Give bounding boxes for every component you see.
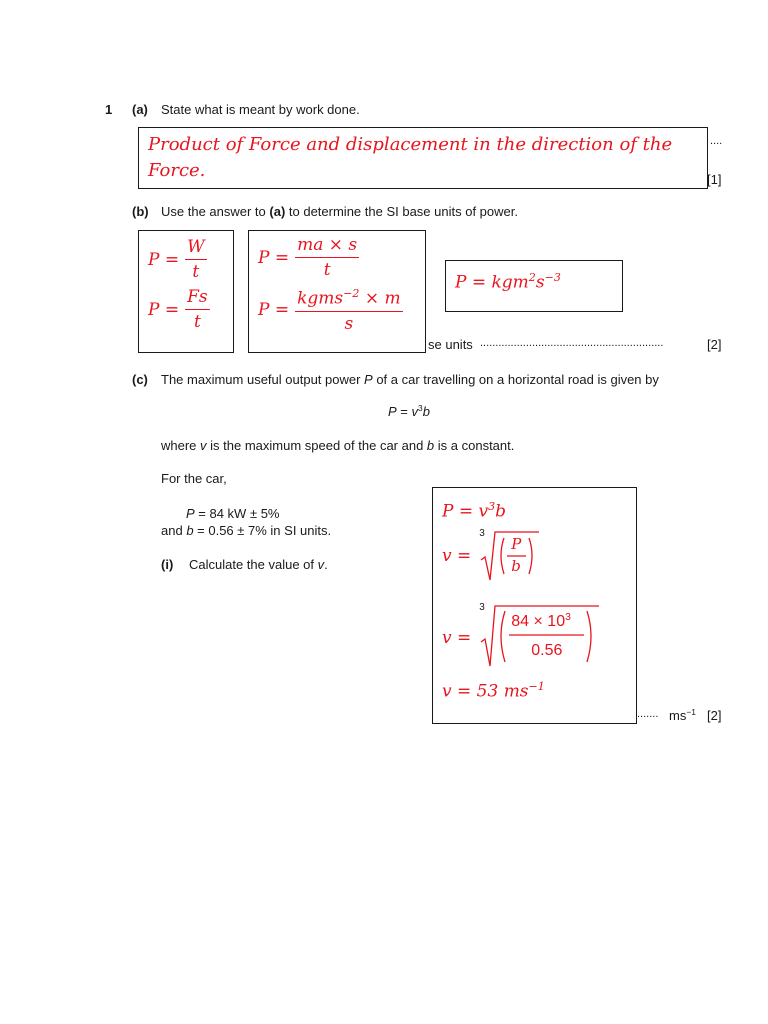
part-c-prompt: The maximum useful output power P of a car travelling on a horizontal road is given by [161, 372, 659, 387]
eq-p-mas-over-t: P = $\frac{ma \times s}{t}$ [258, 235, 358, 280]
answer-c-i-unit: $ms^{-1}$ [669, 707, 696, 724]
answer-c-i-box [432, 487, 637, 724]
answer-c-i-dots: ....... [637, 708, 659, 720]
marks-a: [1] [707, 172, 722, 187]
answer-b-box-1 [138, 230, 234, 353]
where-text: where v is the maximum speed of the car and b is a constant. [161, 438, 515, 453]
marks-b: [2] [707, 337, 722, 352]
question-number: 1 [105, 102, 113, 117]
power-formula: $P = v^3b$ [388, 403, 430, 420]
eq-v-numeric: v = 3 $84 \times 10^3$ 0.56 [442, 606, 601, 670]
eq-v-cuberoot-pb: v = 3 P b [442, 530, 541, 582]
answer-a-dots: .... [710, 135, 723, 147]
answer-a-line2: Force. [148, 160, 206, 181]
eq-p-units: P = $\frac{kgms^{-2} \times m}{s}$ [258, 287, 401, 334]
part-c-i-label: (i) [161, 557, 174, 572]
for-car-text: For the car, [161, 471, 227, 486]
part-a-prompt: State what is meant by work done. [161, 102, 360, 117]
eq-p-fs-over-t: P = $\frac{Fs}{t}$ [148, 287, 208, 332]
b-given: and b = 0.56 ± 7% in SI units. [161, 523, 332, 538]
eq-p-w-over-t: P = $\frac{W}{t}$ [148, 237, 205, 282]
part-b-label: (b) [132, 204, 149, 219]
part-c-i-prompt: Calculate the value of v. [189, 557, 328, 572]
answer-a-box [138, 127, 708, 189]
answer-a-line1: Product of Force and displacement in the direction of the [148, 134, 673, 155]
part-a-label: (a) [132, 102, 148, 117]
units-label: se units [428, 337, 473, 352]
part-b-prompt: Use the answer to (a) to determine the SI base units of power. [161, 204, 518, 219]
part-c-label: (c) [132, 372, 148, 387]
power-given: P = 84 kW ± 5% [186, 506, 280, 521]
eq-p-v3b: $P = v^3b$ [442, 500, 507, 522]
marks-c-i: [2] [707, 708, 722, 723]
answer-b-box-2 [248, 230, 426, 353]
answer-b-box-3 [445, 260, 623, 312]
units-dots: ............................................................ [480, 337, 664, 349]
eq-si-units: $P = kgm^2s^{-3}$ [455, 271, 561, 293]
eq-v-result: v = 53 $ms^{-1}$ [442, 680, 545, 702]
